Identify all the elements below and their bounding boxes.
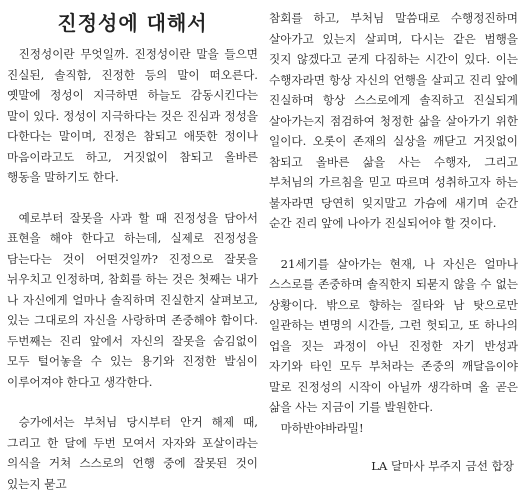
paragraph-definition: 진정성이란 무엇일까. 진정성이란 말을 들으면 진실된, 솔직함, 진정한 등의 말이 떠오른다. 옛말에 정성이 지극하면 하늘도 감동시킨다는 말이 있다. 정성이 지극하다는 것은 진심과 정성을 다한다는 말이며, 진정은 참되고 애뜻한 정이나 마음이라고도 하고, 거짓없이 참되고 올바른 행동을 말하기도 한다. <box>7 47 258 184</box>
paragraph-21st-century: 21세기를 살아가는 현재, 나 자신은 얼마나 스스로를 존중하며 솔직한지 되묻지 않을 수 없는 상황이다. 밖으로 향하는 질타와 남 탓으로만 일관하는 변명의 시간들, 그런 헛되고, 또 하나의 업을 짓는 과정이 아닌 진정한 자기 반성과 자기와 타인 모두 부처라는 존중의 깨달음이야 말로 진정성의 시작이 아닐까 생각하며 올 곧은 삶을 사는 지금이 기를 발원한다. <box>269 256 518 414</box>
paragraph-closing-mantra: 마하반야바라밀! <box>280 420 364 435</box>
paragraph-spacer <box>7 188 258 208</box>
page-title: 진정성에 대해서 <box>57 11 208 35</box>
paragraph-apology: 예로부터 잘못을 사과 할 때 진정성을 담아서 표현을 해야 한다고 하는데, 실제로 진정성을 담는다는 것이 어떤것일까? 진정으로 잘못을 뉘우치고 인정하며, 참회를 하는 것은 첫째는 내가 나 자신에게 얼마나 솔직하며 진실한지 살펴보고, 있는 그대로의 자신을 사랑하며 존중해야 함이다. 두번째는 진리 앞에서 자신의 잘못을 숨김없이 모두 털어놓을 수 있는 용기와 진정한 발심이 이루어져야 한다고 생각한다. <box>7 210 258 389</box>
right-column <box>269 8 518 477</box>
paragraph-sangha: 승가에서는 부처님 당시부터 안거 해제 때, 그리고 한 달에 두번 모여서 자자와 포살이라는 의식을 거쳐 스스로의 언행 중에 잘못된 것이 있는지 묻고 <box>7 415 258 491</box>
left-column <box>7 8 258 494</box>
signature: LA 달마사 부주지 금선 합장 <box>371 459 514 473</box>
paragraph-repentance: 참회를 하고, 부처님 말씀대로 수행정진하며 살아가고 있는지 살피며, 다시는 같은 범행을 짓지 않겠다고 굳게 다짐하는 시간이 있다. 이는 수행자라면 항상 자신의 언행을 살피고 진리 앞에 진실하며 항상 스스로에게 솔직하고 진실되게 살아가는지 점검하여 청정한 삶을 살아가기 위한 일이다. 오롯이 존재의 실상을 깨닫고 거짓없이 참되고 올바른 삶을 사는 수행자, 그리고 부처님의 가르침을 믿고 따르며 성취하고자 하는 불자라면 당연히 잊지말고 가슴에 새기며 순간 순간 진리 앞에 나아가 진실되어야 할 것이다. <box>269 11 518 230</box>
paragraph-spacer <box>269 234 518 254</box>
paragraph-spacer <box>7 392 258 412</box>
